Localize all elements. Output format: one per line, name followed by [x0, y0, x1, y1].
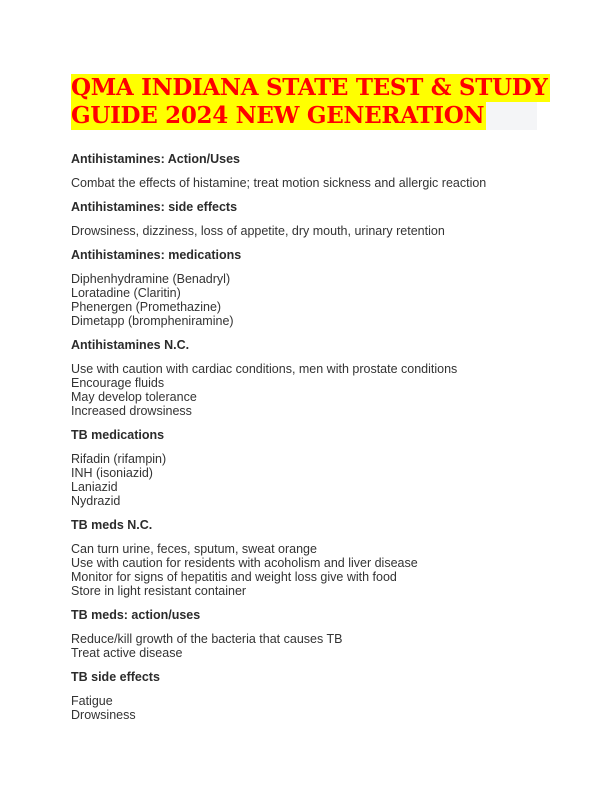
body-line: Loratadine (Claritin) — [71, 286, 181, 300]
section-heading: Antihistamines: side effects — [71, 200, 238, 214]
section — [71, 428, 551, 508]
section-heading: Antihistamines N.C. — [71, 338, 190, 352]
section-body — [71, 176, 551, 190]
section-body — [71, 632, 551, 660]
body-line: Dimetapp (brompheniramine) — [71, 314, 234, 328]
body-line: Increased drowsiness — [71, 404, 192, 418]
section-heading: Antihistamines: medications — [71, 248, 242, 262]
body-line: Encourage fluids — [71, 376, 165, 390]
section-heading: TB side effects — [71, 670, 160, 684]
document-body — [71, 152, 551, 732]
section-body — [71, 694, 551, 722]
section-heading: TB medications — [71, 428, 165, 442]
section — [71, 248, 551, 328]
section — [71, 152, 551, 190]
title-line-2: GUIDE 2024 NEW GENERATION — [71, 102, 485, 129]
body-line: Can turn urine, feces, sputum, sweat orange — [71, 542, 317, 556]
section-body — [71, 272, 551, 328]
title-row-2 — [71, 102, 537, 130]
body-line: Monitor for signs of hepatitis and weight loss give with food — [71, 570, 397, 584]
body-line: Reduce/kill growth of the bacteria that causes TB — [71, 632, 343, 646]
body-line: Diphenhydramine (Benadryl) — [71, 272, 231, 286]
body-line: Drowsiness — [71, 708, 136, 722]
section-heading: TB meds N.C. — [71, 518, 153, 532]
section — [71, 200, 551, 238]
body-line: Store in light resistant container — [71, 584, 247, 598]
section — [71, 608, 551, 660]
title-row-1 — [71, 74, 548, 102]
body-line: Rifadin (rifampin) — [71, 452, 167, 466]
body-line: Phenergen (Promethazine) — [71, 300, 222, 314]
body-line: Fatigue — [71, 694, 113, 708]
title-background-fill — [486, 102, 537, 130]
body-line: Treat active disease — [71, 646, 183, 660]
section-heading: Antihistamines: Action/Uses — [71, 152, 241, 166]
section-body — [71, 542, 551, 598]
section-body — [71, 362, 551, 418]
section-body — [71, 224, 551, 238]
body-line: Use with caution for residents with acoholism and liver disease — [71, 556, 418, 570]
section — [71, 338, 551, 418]
section — [71, 518, 551, 598]
section-body — [71, 452, 551, 508]
body-line: Use with caution with cardiac conditions, men with prostate conditions — [71, 362, 458, 376]
title-line-1: QMA INDIANA STATE TEST & STUDY — [71, 74, 548, 101]
body-line: Nydrazid — [71, 494, 121, 508]
body-line: Laniazid — [71, 480, 118, 494]
body-line: Drowsiness, dizziness, loss of appetite, dry mouth, urinary retention — [71, 224, 445, 238]
document-title — [71, 74, 548, 130]
section-heading: TB meds: action/uses — [71, 608, 201, 622]
section — [71, 670, 551, 722]
body-line: Combat the effects of histamine; treat motion sickness and allergic reaction — [71, 176, 487, 190]
body-line: May develop tolerance — [71, 390, 197, 404]
body-line: INH (isoniazid) — [71, 466, 153, 480]
